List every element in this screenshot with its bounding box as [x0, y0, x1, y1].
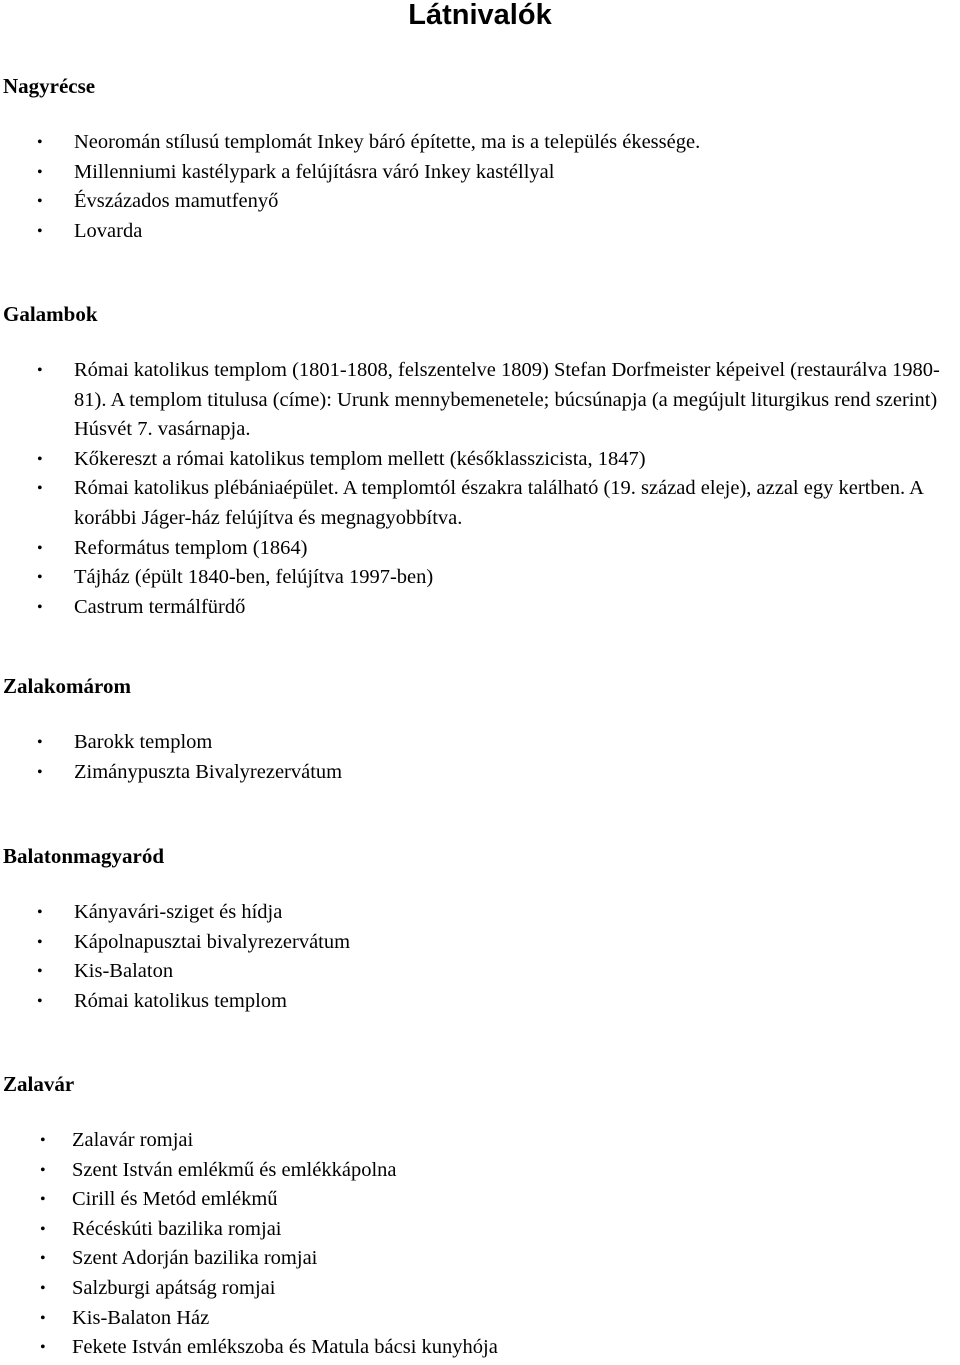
list-item-text: Római katolikus templom (1801-1808, felszentelve 1809) Stefan Dorfmeister képeivel (restaurálva 1980-81). A templom titulusa (címe): Urunk mennybemenetele; búcsúnapja (a megújult liturgikus rend szerint) Húsvét 7. vasárnapja. — [74, 359, 940, 441]
list-item — [0, 158, 960, 188]
bullet-icon: • — [37, 734, 43, 751]
list-item-text: Zimánypuszta Bivalyrezervátum — [74, 760, 343, 783]
list-item-text: Barokk templom — [74, 731, 213, 753]
list-item — [0, 898, 960, 928]
list-item — [0, 356, 960, 445]
bullet-icon: • — [40, 1309, 46, 1327]
list-item-text: Récéskúti bazilika romjai — [72, 1217, 282, 1240]
list-item — [0, 928, 960, 958]
list-item — [0, 187, 960, 217]
list-item — [0, 957, 960, 987]
list-item-text: Kőkereszt a római katolikus templom mellett (későklasszicista, 1847) — [74, 447, 646, 470]
list-item — [0, 728, 960, 758]
list-item — [0, 217, 960, 247]
bullet-icon: • — [40, 1250, 46, 1268]
list-item-text: Cirill és Metód emlékmű — [72, 1188, 278, 1211]
bullet-icon: • — [40, 1279, 46, 1297]
bullet-icon: • — [40, 1161, 46, 1179]
list-item-text: Kis-Balaton Ház — [72, 1306, 210, 1329]
bullet-icon: • — [40, 1132, 46, 1149]
list-item — [0, 1304, 960, 1334]
list-item-text: Római katolikus plébániaépület. A templomtól északra található (19. század eleje), azzal egy kertben. A korábbi Jáger-ház felújítva és megnagyobbítva. — [74, 477, 923, 529]
list-item-text: Neoromán stílusú templomát Inkey báró építette, ma is a település ékessége. — [74, 131, 701, 153]
bullet-icon: • — [40, 1220, 46, 1238]
section-heading: Balatonmagyaród — [3, 844, 165, 868]
bullet-icon: • — [37, 480, 43, 498]
attraction-list — [0, 128, 960, 246]
list-item — [0, 593, 960, 623]
list-item-text: Kányavári-sziget és hídja — [74, 901, 283, 923]
bullet-icon: • — [37, 163, 43, 181]
bullet-icon: • — [37, 904, 43, 921]
list-item-text: Kis-Balaton — [74, 960, 174, 983]
attraction-list — [0, 898, 960, 1016]
list-item — [0, 534, 960, 564]
bullet-icon: • — [37, 763, 43, 781]
bullet-icon: • — [37, 362, 43, 379]
list-item — [0, 1185, 960, 1215]
list-item — [0, 128, 960, 158]
list-item-text: Salzburgi apátság romjai — [72, 1276, 276, 1299]
bullet-icon: • — [37, 933, 43, 951]
bullet-icon: • — [37, 569, 43, 587]
list-item-text: Castrum termálfürdő — [74, 595, 246, 618]
list-item-text: Tájház (épült 1840-ben, felújítva 1997-ben) — [74, 566, 434, 589]
list-item — [0, 563, 960, 593]
section-heading: Nagyrécse — [3, 74, 96, 98]
list-item — [0, 445, 960, 475]
bullet-icon: • — [37, 193, 43, 211]
attraction-list — [0, 356, 960, 622]
section-heading: Zalakomárom — [3, 674, 131, 698]
attraction-list — [0, 728, 960, 787]
section-heading: Galambok — [3, 302, 98, 326]
bullet-icon: • — [37, 598, 43, 616]
bullet-icon: • — [37, 450, 43, 468]
list-item — [0, 1274, 960, 1304]
bullet-icon: • — [37, 963, 43, 981]
bullet-icon: • — [40, 1191, 46, 1209]
list-item-text: Millenniumi kastélypark a felújításra váró Inkey kastéllyal — [74, 160, 555, 183]
list-item — [0, 758, 960, 788]
list-item — [0, 1156, 960, 1186]
list-item-text: Római katolikus templom — [74, 989, 287, 1012]
section-heading: Zalavár — [3, 1072, 75, 1096]
list-item — [0, 987, 960, 1017]
list-item-text: Református templom (1864) — [74, 536, 308, 559]
list-item-text: Lovarda — [74, 219, 143, 242]
bullet-icon: • — [37, 539, 43, 557]
list-item — [0, 1215, 960, 1245]
list-item-text: Kápolnapusztai bivalyrezervátum — [74, 930, 351, 953]
attraction-list — [0, 1126, 960, 1363]
list-item — [0, 1126, 960, 1156]
list-item-text: Szent István emlékmű és emlékkápolna — [72, 1158, 397, 1181]
list-item-text: Zalavár romjai — [72, 1129, 194, 1151]
list-item-text: Évszázados mamutfenyő — [74, 190, 279, 213]
bullet-icon: • — [37, 134, 43, 151]
page-title: Látnivalók — [408, 0, 552, 31]
bullet-icon: • — [37, 222, 43, 240]
bullet-icon: • — [37, 992, 43, 1010]
list-item — [0, 1244, 960, 1274]
bullet-icon: • — [40, 1339, 46, 1357]
list-item-text: Szent Adorján bazilika romjai — [72, 1247, 318, 1270]
list-item-text: Fekete István emlékszoba és Matula bácsi kunyhója — [72, 1336, 498, 1359]
list-item — [0, 474, 960, 533]
list-item — [0, 1333, 960, 1363]
